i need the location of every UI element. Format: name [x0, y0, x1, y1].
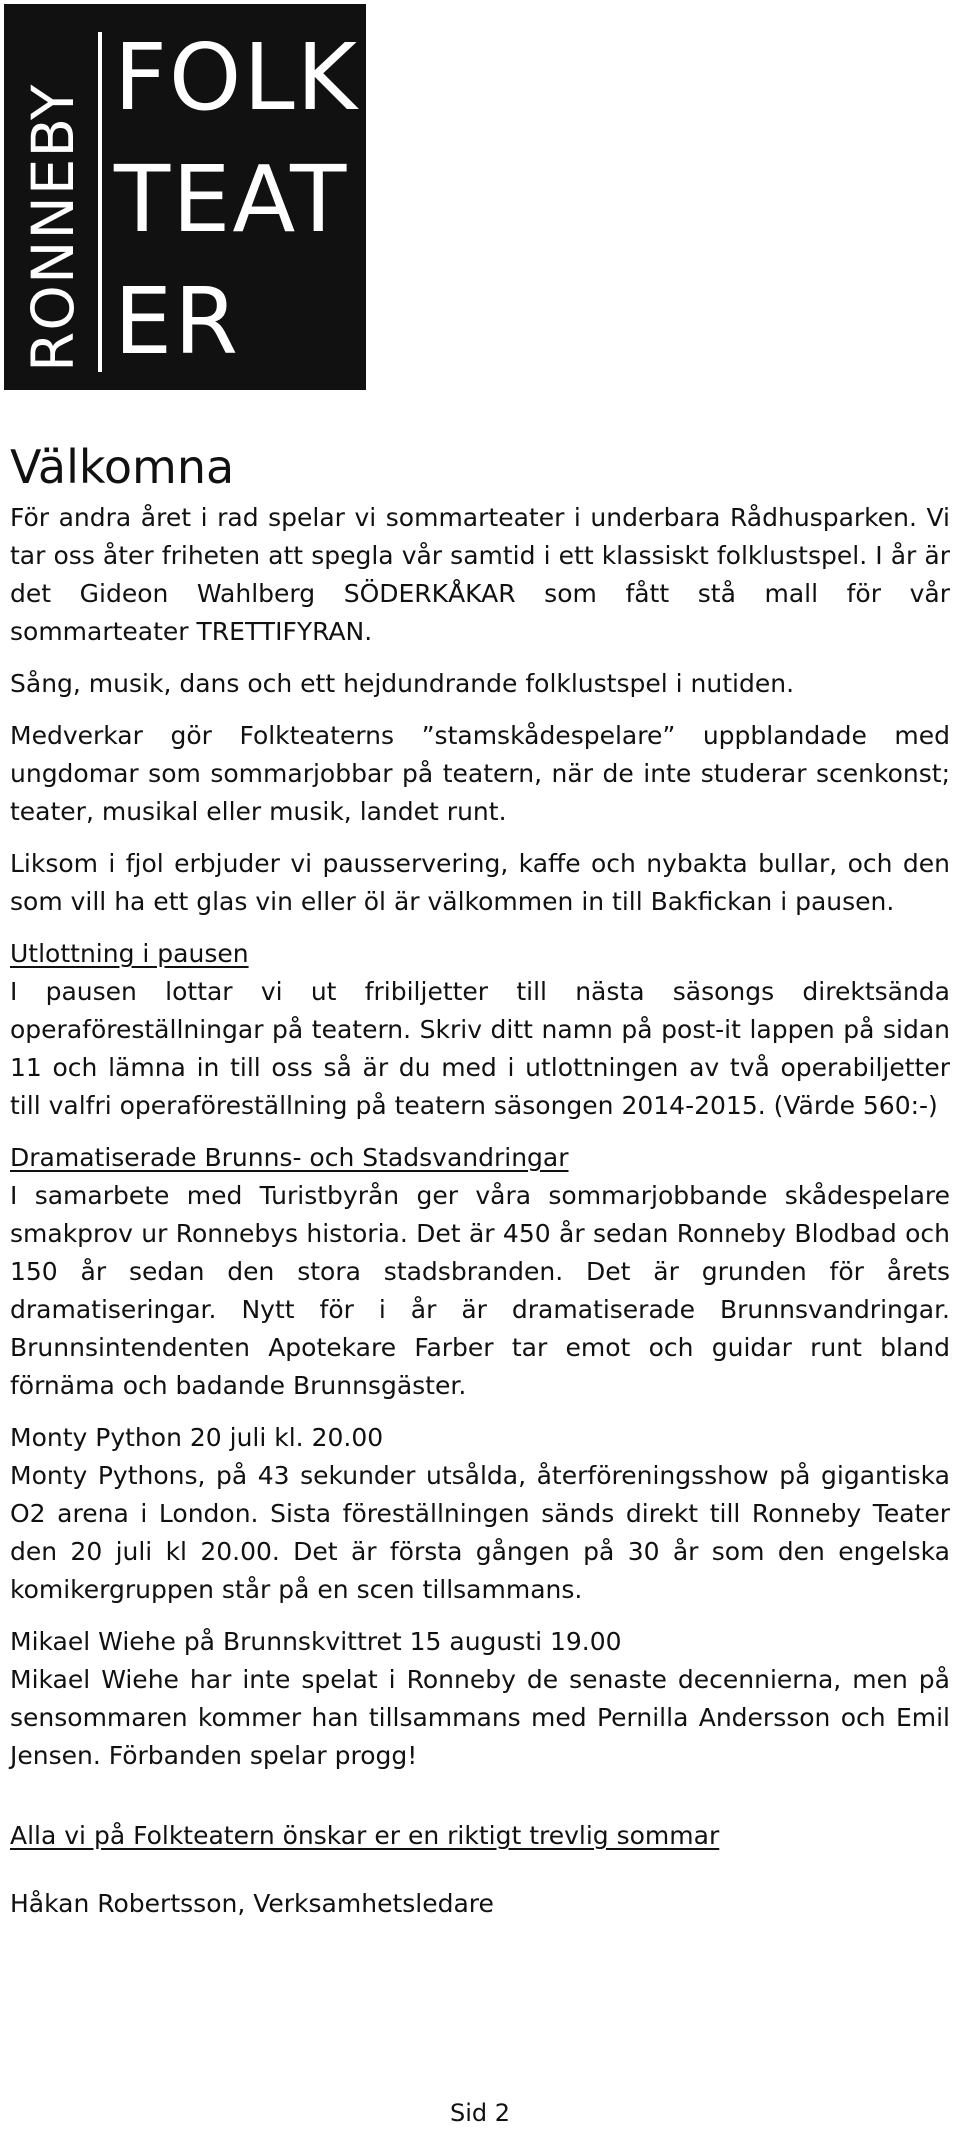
article-body: [10, 440, 950, 1923]
theater-logo: [4, 4, 366, 390]
intro-paragraph-1: För andra året i rad spelar vi sommarteater i underbara Rådhusparken. Vi tar oss åter friheten att spegla vår samtid i ett klassiskt folklustspel. I år är det Gideon Wahlberg SÖDERKÅKAR som fått stå mall för vår sommarteater TRETTIFYRAN.: [10, 503, 950, 647]
wiehe-heading: Mikael Wiehe på Brunnskvittret 15 augusti 19.00: [10, 1627, 622, 1657]
signature: Håkan Robertsson, Verksamhetsledare: [10, 1889, 494, 1919]
wiehe-body: Mikael Wiehe har inte spelat i Ronneby de senaste decennierna, men på sensommaren kommer han tillsammans med Pernilla Andersson och Emil Jensen. Förbanden spelar progg!: [10, 1665, 950, 1771]
logo-line-2: TEAT: [114, 146, 349, 253]
logo-divider: [98, 32, 102, 372]
intro-paragraph-2: Sång, musik, dans och ett hejdundrande folklustspel i nutiden.: [10, 669, 795, 699]
monty-body: Monty Pythons, på 43 sekunder utsålda, återföreningsshow på gigantiska O2 arena i London. Sista föreställningen sänds direkt till Ronneby Teater den 20 juli kl 20.00. Det är första gången på 30 år som den engelska komikergruppen står på en scen tillsammans.: [10, 1461, 950, 1605]
intro-paragraph-4: Liksom i fjol erbjuder vi pausservering, kaffe och nybakta bullar, och den som vill ha ett glas vin eller öl är välkommen in till Bakfickan i pausen.: [10, 849, 950, 917]
monty-heading: Monty Python 20 juli kl. 20.00: [10, 1423, 384, 1453]
page-title: Välkomna: [10, 440, 235, 494]
walks-body: I samarbete med Turistbyrån ger våra sommarjobbande skådespelare smakprov ur Ronnebys historia. Det är 450 år sedan Ronneby Blodbad och 150 år sedan den stora stadsbranden. Det är grunden för årets dramatiseringar. Nytt för i år är dramatiserade Brunnsvandringar. Brunnsintendenten Apotekare Farber tar emot och guidar runt bland förnäma och badande Brunnsgäster.: [10, 1181, 950, 1401]
closing-line: Alla vi på Folkteatern önskar er en riktigt trevlig sommar: [10, 1821, 720, 1851]
logo-vertical-text: RONNEBY: [19, 83, 87, 372]
logo-line-1: FOLK: [114, 24, 359, 131]
logo-line-3: ER: [114, 268, 241, 375]
walks-heading: Dramatiserade Brunns- och Stadsvandringar: [10, 1143, 569, 1173]
intro-paragraph-3: Medverkar gör Folkteaterns ”stamskådespelare” uppblandade med ungdomar som sommarjobbar på teatern, när de inte studerar scenkonst; teater, musikal eller musik, landet runt.: [10, 721, 950, 827]
lottery-body: I pausen lottar vi ut fribiljetter till nästa säsongs direktsända operaföreställningar på teatern. Skriv ditt namn på post-it lappen på sidan 11 och lämna in till oss så är du med i utlottningen av två operabiljetter till valfri operaföreställning på teatern säsongen 2014-2015. (Värde 560:-): [10, 977, 950, 1121]
page-number: Sid 2: [449, 2099, 511, 2127]
lottery-heading: Utlottning i pausen: [10, 939, 249, 969]
